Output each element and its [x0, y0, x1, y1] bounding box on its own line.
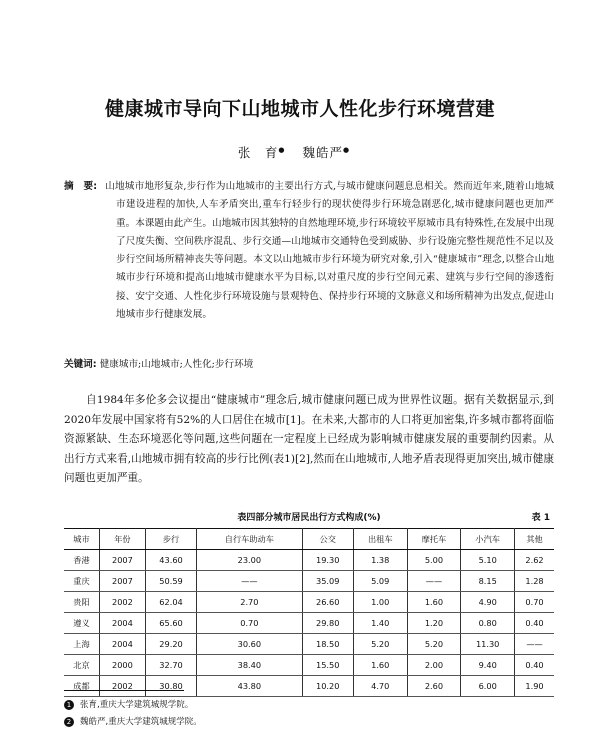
table-cell: 35.09 [302, 571, 353, 592]
abstract [64, 178, 554, 324]
table-cell: 2002 [99, 676, 145, 697]
table-cell: 1.90 [515, 676, 554, 697]
column-header: 出租车 [353, 529, 407, 550]
keywords [64, 356, 554, 370]
table-cell: 2007 [99, 550, 145, 571]
table-cell: 6.00 [461, 676, 515, 697]
table-cell: 0.70 [515, 592, 554, 613]
footnote [64, 714, 554, 731]
table-cell: 1.00 [353, 592, 407, 613]
author-mark: ● [343, 145, 351, 154]
table-cell: 遵义 [64, 613, 99, 634]
table-cell: —— [407, 571, 461, 592]
table-cell: 4.90 [461, 592, 515, 613]
table-cell: 5.10 [461, 550, 515, 571]
column-header: 公交 [302, 529, 353, 550]
table-cell: 2007 [99, 571, 145, 592]
footnote-text: 张育,重庆大学建筑城规学院。 [80, 700, 194, 710]
column-header: 自行车助动车 [197, 529, 302, 550]
table-cell: 23.00 [197, 550, 302, 571]
table-cell: 1.60 [407, 592, 461, 613]
table-cell: 29.20 [145, 634, 196, 655]
table-row [64, 571, 554, 592]
table-cell: 2.60 [407, 676, 461, 697]
table-cell: —— [197, 571, 302, 592]
table-cell: 2002 [99, 592, 145, 613]
table-cell: 5.00 [407, 550, 461, 571]
table-cell: 62.04 [145, 592, 196, 613]
table-cell: 10.20 [302, 676, 353, 697]
table-cell: 19.30 [302, 550, 353, 571]
table-row [64, 676, 554, 697]
footnote-mark: 2 [64, 717, 74, 727]
table-cell: 5.20 [353, 634, 407, 655]
table-row [64, 634, 554, 655]
table-cell: 贵阳 [64, 592, 99, 613]
table-cell: 重庆 [64, 571, 99, 592]
table-cell: 30.80 [145, 676, 196, 697]
table-cell: 0.40 [515, 655, 554, 676]
table-cell: 2.70 [197, 592, 302, 613]
table-cell: 15.50 [302, 655, 353, 676]
table-cell: 2000 [99, 655, 145, 676]
table-caption [64, 510, 554, 526]
table-cell: 1.28 [515, 571, 554, 592]
table-cell: 8.15 [461, 571, 515, 592]
table-cell: 26.60 [302, 592, 353, 613]
table-cell: 30.60 [197, 634, 302, 655]
footnote-mark: 1 [64, 700, 74, 710]
table-cell: 1.20 [407, 613, 461, 634]
column-header: 城市 [64, 529, 99, 550]
table-cell: 1.60 [353, 655, 407, 676]
column-header: 年份 [99, 529, 145, 550]
abstract-text: 山地城市地形复杂,步行作为山地城市的主要出行方式,与城市健康问题息息相关。然而近年来,随着山地城市建设进程的加快,人车矛盾突出,重车行轻步行的现状使得步行环境急剧恶化,城市健康问题也更加严重。本课题由此产生。山地城市因其独特的自然地理环境,步行环境较平原城市具有特殊性,在发展中出现了尺度失衡、空间秩序混乱、步行交通—山地城市交通特色受到威胁、步行设施完整性规范性不足以及步行空间场所精神丧失等问题。本文以山地城市步行环境为研究对象,引入“健康城市”理念,以整合山地城市步行环境和提高山地城市健康水平为目标,以对重尺度的步行空间元素、建筑与步行空间的渗透衔接、安宁交通、人性化步行环境设施与景观特色、保持步行环境的文脉意义和场所精神为出发点,促进山地城市步行健康发展。 [105, 181, 554, 321]
paper-title: 健康城市导向下山地城市人性化步行环境营建 [104, 98, 495, 120]
table-cell: 11.30 [461, 634, 515, 655]
footnotes [64, 697, 554, 731]
table-cell: 2004 [99, 613, 145, 634]
table-cell: 43.80 [197, 676, 302, 697]
table-number: 表 1 [531, 513, 550, 523]
table-cell: 2004 [99, 634, 145, 655]
table-row [64, 592, 554, 613]
travel-mode-table [64, 528, 554, 697]
table-cell: 65.60 [145, 613, 196, 634]
table-row [64, 655, 554, 676]
keywords-label: 关键词: [64, 359, 97, 370]
table-cell: 5.20 [407, 634, 461, 655]
keywords-text: 健康城市;山地城市;人性化;步行环境 [99, 359, 254, 370]
table-cell: 1.38 [353, 550, 407, 571]
column-header: 步行 [145, 529, 196, 550]
author-name: 张 育 [237, 145, 279, 160]
footnote [64, 697, 554, 714]
table-cell: 18.50 [302, 634, 353, 655]
table-cell: 1.40 [353, 613, 407, 634]
table-cell: 5.09 [353, 571, 407, 592]
table-cell: 50.59 [145, 571, 196, 592]
column-header: 其他 [515, 529, 554, 550]
footnote-text: 魏皓严,重庆大学建筑城规学院。 [80, 717, 202, 727]
table-cell: 2.00 [407, 655, 461, 676]
table-cell: 0.40 [515, 613, 554, 634]
table-cell: 32.70 [145, 655, 196, 676]
table-header-row [64, 529, 554, 550]
intro-paragraph: 自1984年多伦多会议提出“健康城市”理念后,城市健康问题已成为世界性议题。据有关数据显示,到2020年发展中国家将有52%的人口居住在城市[1]。在未来,大都市的人口将更加密集,许多城市都将面临资源紧缺、生态环境恶化等问题,这些问题在一定程度上已经成为影响城市健康发展的重要制约因素。从出行方式来看,山地城市拥有较高的步行比例(表1)[2],然而在山地城市,人地矛盾表现得更加突出,城市健康问题也更加严重。 [64, 394, 554, 484]
table-cell: 成都 [64, 676, 99, 697]
table-cell: —— [515, 634, 554, 655]
table-cell: 4.70 [353, 676, 407, 697]
column-header: 摩托车 [407, 529, 461, 550]
table-cell: 2.62 [515, 550, 554, 571]
table-cell: 9.40 [461, 655, 515, 676]
table-row [64, 550, 554, 571]
abstract-label: 摘 要: [64, 181, 98, 192]
table-cell: 38.40 [197, 655, 302, 676]
table-row [64, 613, 554, 634]
table-cell: 29.80 [302, 613, 353, 634]
table-title: 表四部分城市居民出行方式构成(%) [237, 513, 381, 523]
author-name: 魏皓严 [302, 145, 343, 160]
table-cell: 43.60 [145, 550, 196, 571]
column-header: 小汽车 [461, 529, 515, 550]
author-line [0, 143, 600, 161]
footnote-divider [64, 690, 184, 691]
table-cell: 0.70 [197, 613, 302, 634]
table-cell: 上海 [64, 634, 99, 655]
author-mark: ● [278, 145, 286, 154]
table-cell: 香港 [64, 550, 99, 571]
table-cell: 北京 [64, 655, 99, 676]
table-cell: 0.80 [461, 613, 515, 634]
